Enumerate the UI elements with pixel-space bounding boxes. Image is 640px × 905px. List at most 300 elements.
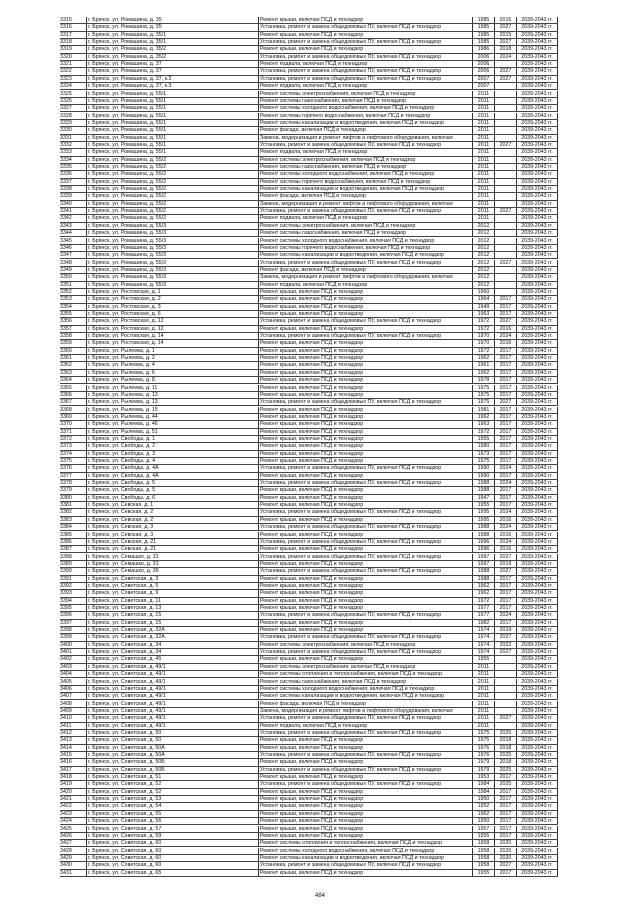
year-repair-cell: 2017	[494, 458, 516, 465]
year-built-cell: 1957	[472, 826, 494, 833]
year-built-cell: 2011	[472, 708, 494, 715]
planned-period-cell: 2039-2043 гг.	[516, 848, 558, 855]
year-built-cell: 1988	[472, 524, 494, 531]
address-cell: г. Брянск, ул. Ромашина, д. 37, к.3	[86, 76, 258, 83]
table-row	[0, 61, 640, 68]
row-number: 3404	[60, 671, 72, 678]
year-built-cell: 1985	[472, 17, 494, 24]
table-row	[0, 245, 640, 252]
year-built-cell: 1970	[472, 340, 494, 347]
work-type-cell: Установка, ремонт и замена общедомовых ПУ, включая ПСД и технадзор	[258, 781, 472, 788]
table-row	[0, 679, 640, 686]
table-row	[0, 46, 640, 53]
year-repair-cell: 2017	[494, 414, 516, 421]
year-built-cell: 1996	[472, 546, 494, 553]
year-built-cell: 1955	[472, 502, 494, 509]
table-row	[0, 32, 640, 39]
year-built-cell: 1996	[472, 539, 494, 546]
address-cell: г. Брянск, ул. Советская, д. 51	[86, 774, 258, 781]
year-built-cell: 1988	[472, 568, 494, 575]
year-built-cell: 1955	[472, 833, 494, 840]
address-cell: г. Брянск, ул. Ромашина, д. 55/1	[86, 91, 258, 98]
table-row	[0, 340, 640, 347]
table-row	[0, 370, 640, 377]
table-row	[0, 392, 640, 399]
year-built-cell: 2012	[472, 230, 494, 237]
year-repair-cell: 2017	[494, 620, 516, 627]
planned-period-cell: 2039-2043 гг.	[516, 24, 558, 31]
work-type-cell: Ремонт подвала, включая ПСД и технадзор	[258, 215, 472, 222]
year-built-cell: 2006	[472, 68, 494, 75]
table-row	[0, 737, 640, 744]
work-type-cell: Ремонт системы канализации и водоотведения, включая ПСД и технадзор	[258, 120, 472, 127]
work-type-cell: Установка, ремонт и замена общедомовых ПУ, включая ПСД и технадзор	[258, 862, 472, 869]
row-number: 3355	[60, 311, 72, 317]
row-number: 3347	[60, 252, 72, 259]
row-number: 3372	[60, 435, 72, 442]
planned-period-cell: 2039-2043 гг.	[516, 833, 558, 840]
year-built-cell: 1972	[472, 326, 494, 333]
planned-period-cell: 2039-2043 гг.	[516, 642, 558, 649]
planned-period-cell: 2039-2043 гг.	[516, 333, 558, 340]
planned-period-cell: 2039-2043 гг.	[516, 83, 558, 90]
row-number: 3366	[60, 391, 72, 398]
year-repair-cell	[494, 120, 516, 127]
work-type-cell: Ремонт крыши, включая ПСД и технадзор	[258, 46, 472, 53]
row-number: 3428	[60, 847, 72, 854]
address-cell: г. Брянск, ул. Севская, д. 3	[86, 532, 258, 539]
address-cell: г. Брянск, ул. Свободы, д. 4А	[86, 473, 258, 480]
row-number: 3337	[60, 178, 72, 185]
work-type-cell: Ремонт крыши, включая ПСД и технадзор	[258, 532, 472, 539]
address-cell: г. Брянск, ул. Ромашина, д. 55/3	[86, 252, 258, 259]
planned-period-cell: 2039-2043 гг.	[516, 862, 558, 869]
table-row	[0, 826, 640, 833]
work-type-cell: Ремонт крыши, включая ПСД и технадзор	[258, 451, 472, 458]
table-row	[0, 862, 640, 869]
year-built-cell: 2011	[472, 179, 494, 186]
work-type-cell: Установка, ремонт и замена общедомовых ПУ, включая ПСД и технадзор	[258, 568, 472, 575]
year-repair-cell: 2017	[494, 576, 516, 583]
year-repair-cell: 2017	[494, 803, 516, 810]
year-built-cell: 1990	[472, 465, 494, 472]
work-type-cell: Ремонт фасада, включая ПСД и технадзор	[258, 701, 472, 708]
table-row	[0, 495, 640, 502]
work-type-cell: Ремонт крыши, включая ПСД и технадзор	[258, 561, 472, 568]
planned-period-cell: 2039-2043 гг.	[516, 355, 558, 362]
planned-period-cell: 2039-2043 гг.	[516, 91, 558, 98]
row-number: 3425	[60, 825, 72, 832]
year-repair-cell	[494, 686, 516, 693]
address-cell: г. Брянск, ул. Ростовская, д. 12	[86, 318, 258, 325]
address-cell: г. Брянск, ул. Советская, д. 59	[86, 833, 258, 840]
work-type-cell: Ремонт крыши, включая ПСД и технадзор	[258, 311, 472, 318]
address-cell: г. Брянск, ул. Ромашина, д. 55/3	[86, 282, 258, 289]
work-type-cell: Ремонт крыши, включая ПСД и технадзор	[258, 392, 472, 399]
row-number: 3315	[60, 17, 72, 23]
year-built-cell: 1973	[472, 451, 494, 458]
table-row	[0, 215, 640, 222]
planned-period-cell: 2039-2043 гг.	[516, 576, 558, 583]
table-row	[0, 91, 640, 98]
year-repair-cell: 2020	[494, 855, 516, 862]
planned-period-cell: 2039-2043 гг.	[516, 495, 558, 502]
work-type-cell: Установка, ремонт и замена общедомовых ПУ, включая ПСД и технадзор	[258, 554, 472, 561]
year-repair-cell: 2024	[494, 333, 516, 340]
work-type-cell: Ремонт системы отопления и теплоснабжения, включая ПСД и технадзор	[258, 671, 472, 678]
work-type-cell: Ремонт крыши, включая ПСД и технадзор	[258, 833, 472, 840]
year-built-cell: 2011	[472, 157, 494, 164]
table-row	[0, 671, 640, 678]
year-repair-cell	[494, 179, 516, 186]
year-built-cell: 1955	[472, 656, 494, 663]
year-built-cell: 1979	[472, 759, 494, 766]
address-cell: г. Брянск, ул. Ромашина, д. 55/2	[86, 164, 258, 171]
planned-period-cell: 2039-2043 гг.	[516, 509, 558, 516]
year-repair-cell: 2020	[494, 840, 516, 847]
work-type-cell: Ремонт системы электроснабжения, включая ПСД и технадзор	[258, 91, 472, 98]
work-type-cell: Ремонт крыши, включая ПСД и технадзор	[258, 759, 472, 766]
address-cell: г. Брянск, ул. Семашко, д. 31	[86, 554, 258, 561]
row-number: 3325	[60, 90, 72, 97]
row-number: 3391	[60, 575, 72, 582]
work-type-cell: Ремонт крыши, включая ПСД и технадзор	[258, 17, 472, 24]
row-number: 3408	[60, 700, 72, 707]
address-cell: г. Брянск, ул. Советская, д. 49/1	[86, 701, 258, 708]
row-number: 3343	[60, 222, 72, 229]
row-number: 3421	[60, 796, 72, 803]
row-number: 3359	[60, 340, 72, 347]
year-repair-cell: 2027	[494, 318, 516, 325]
planned-period-cell: 2039-2043 гг.	[516, 649, 558, 656]
year-built-cell: 2011	[472, 701, 494, 708]
row-number: 3415	[60, 752, 72, 758]
row-number: 3340	[60, 200, 72, 207]
work-type-cell: Ремонт крыши, включая ПСД и технадзор	[258, 458, 472, 465]
address-cell: г. Брянск, ул. Ромашина, д. 35	[86, 17, 258, 24]
row-number: 3416	[60, 759, 72, 766]
row-number: 3333	[60, 149, 72, 156]
address-cell: г. Брянск, ул. Советская, д. 49/1	[86, 723, 258, 730]
year-built-cell: 1985	[472, 39, 494, 46]
year-repair-cell	[494, 274, 516, 281]
work-type-cell: Установка, ремонт и замена общедомовых ПУ, включая ПСД и технадзор	[258, 399, 472, 406]
address-cell: г. Брянск, ул. Рылеева, д. 2	[86, 355, 258, 362]
work-type-cell: Ремонт системы горячего водоснабжения, включая ПСД и технадзор	[258, 113, 472, 120]
table-row	[0, 767, 640, 774]
row-number: 3387	[60, 546, 72, 553]
planned-period-cell: 2039-2043 гг.	[516, 686, 558, 693]
table-row	[0, 252, 640, 259]
address-cell: г. Брянск, ул. Советская, д. 49/1	[86, 693, 258, 700]
planned-period-cell: 2039-2043 гг.	[516, 385, 558, 392]
address-cell: г. Брянск, ул. Свободы, д. 4А	[86, 465, 258, 472]
table-row	[0, 377, 640, 384]
row-number: 3385	[60, 531, 72, 538]
work-type-cell: Установка, ремонт и замена общедомовых ПУ, включая ПСД и технадзор	[258, 333, 472, 340]
year-built-cell: 2012	[472, 245, 494, 252]
year-built-cell: 1985	[472, 24, 494, 31]
year-repair-cell	[494, 215, 516, 222]
planned-period-cell: 2039-2043 гг.	[516, 451, 558, 458]
address-cell: г. Брянск, ул. Ростовская, д. 14	[86, 340, 258, 347]
year-built-cell: 1972	[472, 348, 494, 355]
year-built-cell: 2011	[472, 215, 494, 222]
work-type-cell: Ремонт крыши, включая ПСД и технадзор	[258, 296, 472, 303]
planned-period-cell: 2039-2043 гг.	[516, 737, 558, 744]
address-cell: г. Брянск, ул. Ромашина, д. 35/2	[86, 54, 258, 61]
table-row	[0, 649, 640, 656]
planned-period-cell: 2039-2043 гг.	[516, 164, 558, 171]
year-built-cell: 1976	[472, 745, 494, 752]
table-row	[0, 502, 640, 509]
year-repair-cell: 2017	[494, 304, 516, 311]
address-cell: г. Брянск, ул. Советская, д. 50Б	[86, 759, 258, 766]
row-number: 3411	[60, 722, 72, 729]
work-type-cell: Установка, ремонт и замена общедомовых ПУ, включая ПСД и технадзор	[258, 524, 472, 531]
address-cell: г. Брянск, ул. Севская, д. 2	[86, 509, 258, 516]
address-cell: г. Брянск, ул. Рылеева, д. 44	[86, 414, 258, 421]
address-cell: г. Брянск, ул. Рылеева, д. 15	[86, 407, 258, 414]
row-number: 3374	[60, 450, 72, 457]
planned-period-cell: 2039-2043 гг.	[516, 612, 558, 619]
table-row	[0, 267, 640, 274]
year-repair-cell	[494, 201, 516, 208]
row-number: 3370	[60, 421, 72, 428]
work-type-cell: Ремонт крыши, включая ПСД и технадзор	[258, 870, 472, 877]
year-built-cell: 1997	[472, 554, 494, 561]
work-type-cell: Ремонт крыши, включая ПСД и технадзор	[258, 803, 472, 810]
work-type-cell: Ремонт подвала, включая ПСД и технадзор	[258, 83, 472, 90]
table-row	[0, 524, 640, 531]
year-built-cell: 2011	[472, 98, 494, 105]
planned-period-cell: 2039-2043 гг.	[516, 105, 558, 112]
row-number: 3346	[60, 244, 72, 251]
address-cell: г. Брянск, ул. Советская, д. 5	[86, 583, 258, 590]
table-row	[0, 693, 640, 700]
year-repair-cell	[494, 230, 516, 237]
planned-period-cell: 2039-2043 гг.	[516, 193, 558, 200]
year-repair-cell: 2017	[494, 796, 516, 803]
year-repair-cell	[494, 245, 516, 252]
year-repair-cell	[494, 193, 516, 200]
year-repair-cell: 2024	[494, 480, 516, 487]
work-type-cell: Ремонт системы газоснабжения, включая ПСД и технадзор	[258, 98, 472, 105]
year-built-cell: 1958	[472, 862, 494, 869]
planned-period-cell: 2039-2043 гг.	[516, 745, 558, 752]
address-cell: г. Брянск, ул. Ромашина, д. 55/3	[86, 260, 258, 267]
address-cell: г. Брянск, ул. Советская, д. 49/1	[86, 671, 258, 678]
work-type-cell: Ремонт фасада, включая ПСД и технадзор	[258, 127, 472, 134]
planned-period-cell: 2039-2043 гг.	[516, 826, 558, 833]
row-number: 3426	[60, 832, 72, 839]
table-row	[0, 576, 640, 583]
planned-period-cell: 2039-2043 гг.	[516, 274, 558, 281]
year-repair-cell	[494, 671, 516, 678]
planned-period-cell: 2039-2043 гг.	[516, 157, 558, 164]
work-type-cell: Ремонт крыши, включая ПСД и технадзор	[258, 385, 472, 392]
year-built-cell: 2011	[472, 135, 494, 142]
year-repair-cell: 2027	[494, 862, 516, 869]
planned-period-cell: 2039-2043 гг.	[516, 267, 558, 274]
row-number: 3344	[60, 230, 72, 237]
table-row	[0, 686, 640, 693]
row-number: 3363	[60, 369, 72, 376]
planned-period-cell: 2039-2043 гг.	[516, 465, 558, 472]
row-number: 3420	[60, 788, 72, 795]
address-cell: г. Брянск, ул. Семашко, д. 31	[86, 561, 258, 568]
year-repair-cell: 2027	[494, 76, 516, 83]
planned-period-cell: 2039-2043 гг.	[516, 311, 558, 318]
address-cell: г. Брянск, ул. Ромашина, д. 55/1	[86, 113, 258, 120]
address-cell: г. Брянск, ул. Советская, д. 34	[86, 649, 258, 656]
planned-period-cell: 2039-2043 гг.	[516, 370, 558, 377]
year-repair-cell: 2027	[494, 68, 516, 75]
year-repair-cell	[494, 171, 516, 178]
address-cell: г. Брянск, ул. Ромашина, д. 55/1	[86, 142, 258, 149]
year-repair-cell: 2022	[494, 642, 516, 649]
address-cell: г. Брянск, ул. Ромашина, д. 55/1	[86, 149, 258, 156]
planned-period-cell: 2039-2043 гг.	[516, 627, 558, 634]
table-row	[0, 164, 640, 171]
work-type-cell: Замена, модернизация и ремонт лифтов и лифтового оборудования, включая	[258, 708, 472, 715]
table-row	[0, 135, 640, 142]
row-number: 3351	[60, 281, 72, 288]
year-repair-cell	[494, 186, 516, 193]
year-repair-cell: 2025	[494, 730, 516, 737]
row-number: 3382	[60, 509, 72, 516]
work-type-cell: Ремонт крыши, включая ПСД и технадзор	[258, 576, 472, 583]
table-row	[0, 598, 640, 605]
year-built-cell: 1962	[472, 370, 494, 377]
address-cell: г. Брянск, ул. Советская, д. 32А	[86, 634, 258, 641]
row-number: 3405	[60, 678, 72, 685]
work-type-cell: Ремонт системы холодного водоснабжения, включая ПСД и технадзор	[258, 105, 472, 112]
planned-period-cell: 2039-2043 гг.	[516, 840, 558, 847]
work-type-cell: Ремонт крыши, включая ПСД и технадзор	[258, 414, 472, 421]
planned-period-cell: 2039-2043 гг.	[516, 568, 558, 575]
planned-period-cell: 2039-2043 гг.	[516, 149, 558, 156]
address-cell: г. Брянск, ул. Рылеева, д. 4	[86, 362, 258, 369]
address-cell: г. Брянск, ул. Ростовская, д. 12	[86, 326, 258, 333]
table-row	[0, 208, 640, 215]
year-built-cell: 2011	[472, 723, 494, 730]
year-repair-cell: 2017	[494, 362, 516, 369]
table-row	[0, 436, 640, 443]
year-built-cell: 1975	[472, 392, 494, 399]
work-type-cell: Ремонт крыши, включая ПСД и технадзор	[258, 789, 472, 796]
work-type-cell: Ремонт крыши, включая ПСД и технадзор	[258, 355, 472, 362]
table-row	[0, 796, 640, 803]
planned-period-cell: 2039-2043 гг.	[516, 392, 558, 399]
year-repair-cell: 2017	[494, 443, 516, 450]
row-number: 3419	[60, 781, 72, 788]
year-built-cell: 2011	[472, 193, 494, 200]
planned-period-cell: 2039-2043 гг.	[516, 870, 558, 877]
year-repair-cell: 2016	[494, 340, 516, 347]
year-repair-cell: 2017	[494, 421, 516, 428]
row-number: 3380	[60, 494, 72, 501]
address-cell: г. Брянск, ул. Советская, д. 34	[86, 642, 258, 649]
year-repair-cell: 2017	[494, 355, 516, 362]
row-number: 3386	[60, 538, 72, 545]
address-cell: г. Брянск, ул. Рылеева, д. 46	[86, 421, 258, 428]
work-type-cell: Ремонт крыши, включая ПСД и технадзор	[258, 436, 472, 443]
row-number: 3371	[60, 428, 72, 435]
year-repair-cell	[494, 91, 516, 98]
address-cell: г. Брянск, ул. Советская, д. 53	[86, 796, 258, 803]
planned-period-cell: 2039-2043 гг.	[516, 362, 558, 369]
planned-period-cell: 2039-2043 гг.	[516, 32, 558, 39]
year-built-cell: 1975	[472, 458, 494, 465]
address-cell: г. Брянск, ул. Советская, д. 52	[86, 781, 258, 788]
address-cell: г. Брянск, ул. Советская, д. 57	[86, 826, 258, 833]
year-repair-cell: 2027	[494, 142, 516, 149]
row-number: 3403	[60, 663, 72, 670]
planned-period-cell: 2039-2043 гг.	[516, 730, 558, 737]
work-type-cell: Ремонт системы горячего водоснабжения, включая ПСД и технадзор	[258, 179, 472, 186]
table-row	[0, 833, 640, 840]
row-number: 3390	[60, 568, 72, 575]
planned-period-cell: 2039-2043 гг.	[516, 436, 558, 443]
row-number: 3369	[60, 413, 72, 420]
work-type-cell: Ремонт крыши, включая ПСД и технадзор	[258, 598, 472, 605]
planned-period-cell: 2039-2043 гг.	[516, 377, 558, 384]
table-row	[0, 186, 640, 193]
table-row	[0, 458, 640, 465]
year-repair-cell: 2017	[494, 296, 516, 303]
row-number: 3360	[60, 347, 72, 354]
planned-period-cell: 2039-2043 гг.	[516, 818, 558, 825]
planned-period-cell: 2039-2043 гг.	[516, 304, 558, 311]
year-repair-cell: 2016	[494, 326, 516, 333]
row-number: 3357	[60, 325, 72, 332]
year-built-cell: 1981	[472, 407, 494, 414]
year-built-cell: 1988	[472, 532, 494, 539]
year-repair-cell	[494, 693, 516, 700]
year-repair-cell	[494, 723, 516, 730]
planned-period-cell: 2039-2043 гг.	[516, 238, 558, 245]
year-repair-cell: 2017	[494, 870, 516, 877]
work-type-cell: Ремонт крыши, включая ПСД и технадзор	[258, 473, 472, 480]
address-cell: г. Брянск, ул. Свободы, д. 4	[86, 458, 258, 465]
row-number: 3336	[60, 171, 72, 178]
table-row	[0, 149, 640, 156]
year-built-cell: 1972	[472, 429, 494, 436]
year-repair-cell: 2018	[494, 737, 516, 744]
address-cell: г. Брянск, ул. Рылеева, д. 8	[86, 377, 258, 384]
year-repair-cell: 2017	[494, 818, 516, 825]
year-repair-cell	[494, 289, 516, 296]
planned-period-cell: 2039-2043 гг.	[516, 664, 558, 671]
planned-period-cell: 2039-2043 гг.	[516, 723, 558, 730]
year-built-cell: 1961	[472, 362, 494, 369]
table-row	[0, 39, 640, 46]
work-type-cell: Установка, ремонт и замена общедомовых ПУ, включая ПСД и технадзор	[258, 634, 472, 641]
year-repair-cell	[494, 701, 516, 708]
table-row	[0, 627, 640, 634]
address-cell: г. Брянск, ул. Рылеева, д. 13	[86, 399, 258, 406]
planned-period-cell: 2039-2043 гг.	[516, 546, 558, 553]
address-cell: г. Брянск, ул. Рылеева, д. 1	[86, 348, 258, 355]
work-type-cell: Ремонт системы канализации и водоотведения, включая ПСД и технадзор	[258, 855, 472, 862]
year-built-cell: 2012	[472, 274, 494, 281]
address-cell: г. Брянск, ул. Советская, д. 65	[86, 870, 258, 877]
planned-period-cell: 2039-2043 гг.	[516, 605, 558, 612]
planned-period-cell: 2039-2043 гг.	[516, 260, 558, 267]
table-row	[0, 848, 640, 855]
table-row	[0, 715, 640, 722]
